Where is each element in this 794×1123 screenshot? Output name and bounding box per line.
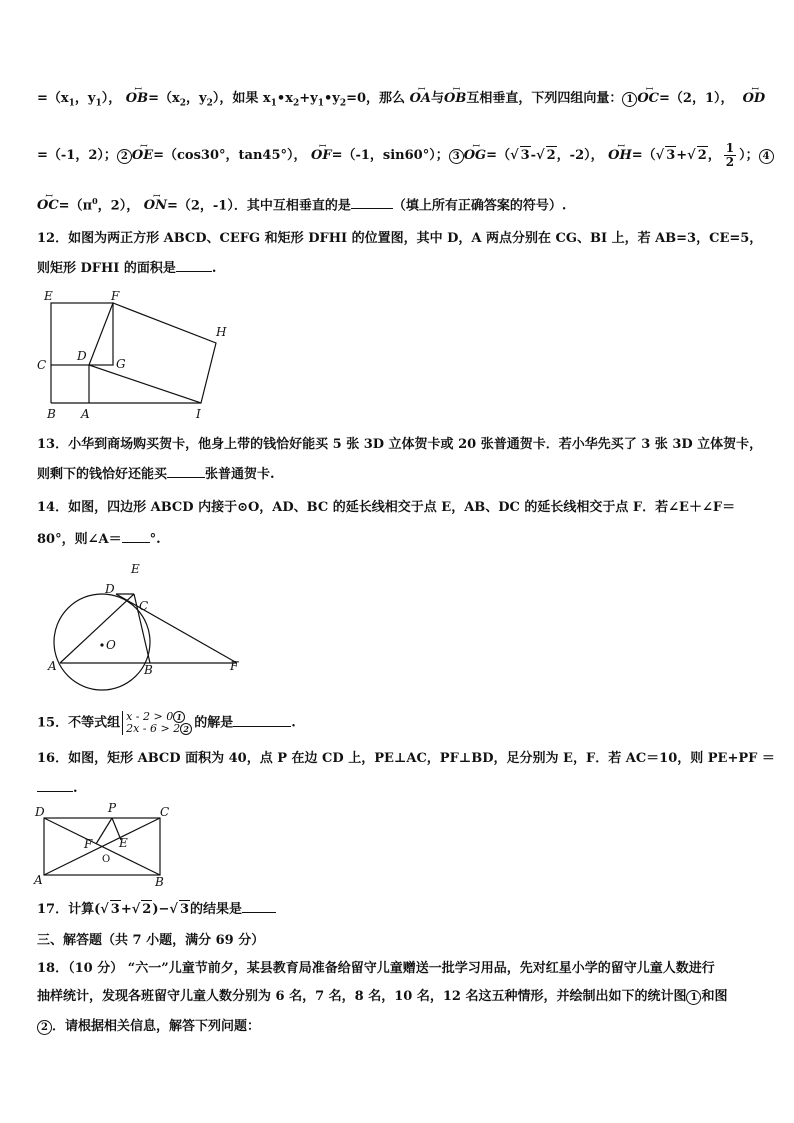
text: =（x bbox=[148, 91, 180, 106]
label-b: B bbox=[144, 663, 153, 677]
label-o: O bbox=[106, 638, 116, 652]
answer-blank[interactable] bbox=[167, 477, 205, 478]
q13-line2 bbox=[37, 466, 764, 484]
q18-line2 bbox=[37, 988, 764, 1006]
vector-oe: ꟷ OE bbox=[132, 147, 153, 165]
circled-number-1: 1 bbox=[622, 92, 637, 107]
q14-figure bbox=[40, 560, 250, 695]
vector-ob: ꟷ OB bbox=[444, 90, 466, 108]
vector-od: ꟷ OD bbox=[743, 90, 766, 108]
q11-line2: =（-1，2）； 2ꟷ OE=（cos30°，tan45°）， ꟷ OF=（-1，sin60°）； 3ꟷ OG=（√ 3-√ 2，-2）， ꟷ OH=（√ 3+√ 2， $\frac{1}{2}$ ）； 4 bbox=[37, 142, 764, 169]
vector-ob: ꟷ OB bbox=[126, 90, 148, 108]
q16-figure bbox=[30, 800, 180, 888]
text: =（cos30°，tan45°）， bbox=[153, 148, 307, 163]
label-f: F bbox=[230, 659, 239, 673]
label-c: C bbox=[37, 358, 47, 372]
text: ），如果 x bbox=[212, 91, 271, 106]
q12-figure bbox=[34, 286, 244, 421]
text: 互相垂直，下列四组向量： bbox=[466, 91, 623, 106]
label-b: B bbox=[155, 875, 164, 888]
label-a: A bbox=[34, 873, 43, 887]
label-e: E bbox=[119, 836, 128, 850]
fraction-denominator: 2 bbox=[725, 155, 735, 169]
text: =（π bbox=[58, 198, 93, 214]
text: + bbox=[676, 148, 688, 163]
q17-line: 17．计算(√ 3+√ 2)−√ 3的结果是 bbox=[37, 900, 764, 919]
answer-blank[interactable] bbox=[351, 208, 393, 209]
perp-pf bbox=[96, 818, 112, 844]
label-e: E bbox=[44, 289, 53, 303]
subscript: 2 bbox=[179, 98, 187, 109]
label-h: H bbox=[216, 325, 227, 339]
text: 的解是 bbox=[194, 715, 234, 731]
q12-line1: 12．如图为两正方形 ABCD、CEFG 和矩形 DFHI 的位置图，其中 D，A 两点分别在 CG、BI 上，若 AB=3，CE=5， bbox=[37, 231, 763, 246]
circled-number-1: 1 bbox=[173, 711, 185, 723]
q13-line1: 13．小华到商场购买贺卡，他身上带的钱恰好能买 5 张 3D 立体贺卡或 20 张普通贺卡．若小华先买了 3 张 3D 立体贺卡， bbox=[37, 437, 763, 452]
inequality-1: x - 2 > 0 bbox=[126, 710, 174, 723]
rectangle-dfhi bbox=[89, 303, 216, 403]
text: =（x bbox=[37, 91, 69, 106]
q16-line1: 16．如图，矩形 ABCD 面积为 40，点 P 在边 CD 上，PE⊥AC，PF⊥BD，足分别为 E，F．若 AC＝10，则 PE+PF ＝ bbox=[37, 751, 775, 766]
line-ae bbox=[60, 594, 134, 663]
sqrt-radicand: 2 bbox=[546, 148, 556, 163]
text: . bbox=[291, 715, 296, 731]
label-o: O bbox=[102, 854, 111, 865]
label-d: D bbox=[105, 582, 115, 596]
vector-on: ꟷ ON bbox=[144, 197, 167, 215]
text: 和图 bbox=[701, 989, 728, 1004]
q12-line2 bbox=[37, 260, 764, 278]
text: 张普通贺卡. bbox=[205, 467, 275, 482]
text: . bbox=[73, 781, 78, 796]
inequality-system bbox=[122, 711, 192, 735]
fraction-numerator: 1 bbox=[725, 141, 735, 155]
vector-oc: ꟷ OC bbox=[637, 90, 659, 108]
sqrt-radicand: 3 bbox=[520, 148, 530, 163]
line-df bbox=[116, 594, 237, 663]
label-f: F bbox=[111, 289, 120, 303]
text: 与 bbox=[431, 91, 445, 106]
label-p: P bbox=[108, 801, 117, 815]
label-d: D bbox=[35, 805, 45, 819]
text: ）； bbox=[739, 148, 759, 163]
text: 15．不等式组 bbox=[37, 715, 121, 731]
subscript: 2 bbox=[339, 98, 347, 109]
circled-number-3: 3 bbox=[449, 149, 464, 164]
text: 80°，则∠A＝ bbox=[37, 532, 122, 547]
label-g: G bbox=[116, 357, 126, 371]
text: ，y bbox=[74, 91, 96, 106]
text: +y bbox=[299, 91, 318, 106]
vector-oa: ꟷ OA bbox=[410, 90, 431, 108]
subscript: 2 bbox=[206, 98, 213, 109]
q14-line1: 14．如图，四边形 ABCD 内接于⊙O，AD、BC 的延长线相交于点 E，AB、DC 的延长线相交于点 F．若∠E＋∠F＝ bbox=[37, 500, 736, 515]
q15-line bbox=[37, 711, 764, 735]
label-b: B bbox=[47, 407, 56, 421]
text: （填上所有正确答案的符号）. bbox=[392, 198, 567, 214]
text: =0，那么 bbox=[346, 91, 406, 106]
circled-number-2: 2 bbox=[180, 723, 192, 735]
text: =（ bbox=[486, 148, 511, 163]
label-a: A bbox=[48, 659, 57, 673]
subscript: 1 bbox=[317, 98, 324, 109]
text: ．请根据相关信息，解答下列问题： bbox=[52, 1019, 261, 1034]
text: ，-2）， bbox=[556, 148, 604, 163]
label-c: C bbox=[160, 805, 170, 819]
text: ， bbox=[707, 148, 721, 163]
sqrt-radicand: 2 bbox=[142, 902, 152, 917]
text: + bbox=[120, 902, 132, 917]
label-d: D bbox=[77, 349, 87, 363]
text: =（2，-1）．其中互相垂直的是 bbox=[166, 198, 351, 214]
text: . bbox=[211, 261, 217, 276]
inequality-2: 2x - 6 > 2 bbox=[126, 722, 181, 735]
answer-blank[interactable] bbox=[37, 791, 73, 792]
answer-blank[interactable] bbox=[233, 726, 291, 727]
section-heading: 三、解答题（共 7 小题，满分 69 分） bbox=[37, 933, 265, 948]
fraction bbox=[724, 142, 736, 169]
subscript: 1 bbox=[95, 98, 102, 109]
vector-oh: ꟷ OH bbox=[608, 147, 632, 165]
label-i: I bbox=[196, 407, 201, 421]
center-o-dot bbox=[100, 643, 103, 646]
text: - bbox=[530, 148, 537, 163]
text: °. bbox=[149, 532, 161, 547]
text: =（ bbox=[631, 148, 656, 163]
text: =（-1，sin60°）； bbox=[331, 148, 449, 163]
sqrt-radicand: 2 bbox=[697, 148, 707, 163]
q14-line2 bbox=[37, 531, 764, 549]
answer-blank[interactable] bbox=[176, 271, 212, 272]
text: •x bbox=[276, 91, 293, 106]
text: ，2）， bbox=[97, 198, 140, 214]
circled-number-1: 1 bbox=[686, 990, 701, 1005]
text: 17．计算( bbox=[37, 902, 101, 917]
text: •y bbox=[323, 91, 340, 106]
subscript: 2 bbox=[292, 98, 300, 109]
text: 的结果是 bbox=[189, 902, 242, 917]
subscript: 1 bbox=[68, 98, 75, 109]
text: ）， bbox=[101, 91, 122, 106]
label-f: F bbox=[84, 837, 93, 851]
sqrt-radicand: 3 bbox=[666, 148, 676, 163]
vector-oc: ꟷ OC bbox=[37, 197, 59, 215]
subscript: 1 bbox=[270, 98, 277, 109]
circled-number-4: 4 bbox=[759, 149, 774, 164]
text: ，y bbox=[186, 91, 207, 106]
text: )− bbox=[152, 902, 170, 917]
circled-number-2: 2 bbox=[37, 1020, 52, 1035]
sqrt-radicand: 3 bbox=[179, 902, 189, 917]
text: =（-1，2）； bbox=[37, 148, 117, 163]
sqrt-radicand: 3 bbox=[110, 902, 120, 917]
text: =（2，1）， bbox=[659, 91, 734, 106]
answer-blank[interactable] bbox=[122, 542, 150, 543]
q18-line3 bbox=[37, 1018, 764, 1036]
circled-number-2: 2 bbox=[117, 149, 132, 164]
superscript: 0 bbox=[92, 196, 98, 206]
label-a: A bbox=[81, 407, 90, 421]
text: 则剩下的钱恰好还能买 bbox=[37, 467, 168, 482]
answer-blank[interactable] bbox=[242, 912, 276, 913]
text: 抽样统计，发现各班留守儿童人数分别为 6 名，7 名，8 名，10 名，12 名这五种情形，并绘制出如下的统计图 bbox=[37, 989, 687, 1004]
label-e: E bbox=[131, 562, 140, 576]
label-c: C bbox=[139, 599, 149, 613]
q11-line1 bbox=[37, 90, 764, 113]
vector-of: ꟷ OF bbox=[311, 147, 332, 165]
q16-line2 bbox=[37, 780, 764, 798]
q18-line1: 18．（10 分） “六一”儿童节前夕，某县教育局准备给留守儿童赠送一批学习用品，先对红星小学的留守儿童人数进行 bbox=[37, 961, 715, 976]
vector-og: ꟷ OG bbox=[464, 147, 486, 165]
circle-o bbox=[54, 594, 150, 690]
text: 则矩形 DFHI 的面积是 bbox=[37, 261, 176, 276]
q11-line3 bbox=[37, 192, 764, 215]
